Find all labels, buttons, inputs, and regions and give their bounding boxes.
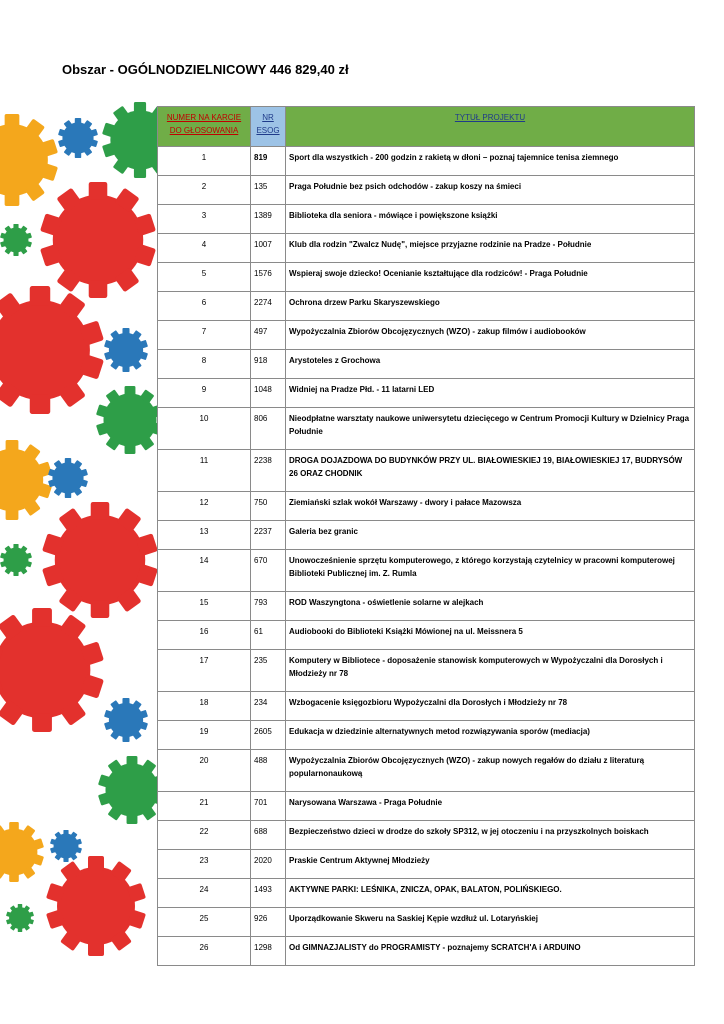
voting-number-cell: 20 [158, 750, 251, 792]
table-row [158, 550, 695, 592]
esog-number-cell: 670 [251, 550, 286, 592]
esog-number-cell: 1048 [251, 379, 286, 408]
project-title-cell: Unowocześnienie sprzętu komputerowego, z którego korzystają czytelnicy w pracowni komputerowej Biblioteki Publicznej im. Z. Rumla [286, 550, 695, 592]
table-row [158, 750, 695, 792]
project-title-cell: Wzbogacenie księgozbioru Wypożyczalni dla Dorosłych i Młodzieży nr 78 [286, 692, 695, 721]
voting-number-cell: 6 [158, 292, 251, 321]
voting-number-cell: 7 [158, 321, 251, 350]
table-row [158, 521, 695, 550]
esog-number-cell: 61 [251, 621, 286, 650]
voting-number-cell: 22 [158, 821, 251, 850]
table-row [158, 850, 695, 879]
voting-number-cell: 1 [158, 147, 251, 176]
voting-number-cell: 8 [158, 350, 251, 379]
esog-number-cell: 806 [251, 408, 286, 450]
voting-number-cell: 5 [158, 263, 251, 292]
project-title-cell: Wypożyczalnia Zbiorów Obcojęzycznych (WZO) - zakup filmów i audiobooków [286, 321, 695, 350]
esog-number-cell: 926 [251, 908, 286, 937]
project-title-cell: AKTYWNE PARKI: LEŚNIKA, ZNICZA, OPAK, BALATON, POLIŃSKIEGO. [286, 879, 695, 908]
esog-number-cell: 688 [251, 821, 286, 850]
column-header-project-title: TYTUŁ PROJEKTU [286, 107, 695, 147]
esog-number-cell: 1007 [251, 234, 286, 263]
table-row [158, 937, 695, 966]
table-row [158, 350, 695, 379]
esog-number-cell: 819 [251, 147, 286, 176]
esog-number-cell: 1493 [251, 879, 286, 908]
table-row [158, 292, 695, 321]
voting-number-cell: 15 [158, 592, 251, 621]
project-title-cell: Audiobooki do Biblioteki Książki Mówionej na ul. Meissnera 5 [286, 621, 695, 650]
esog-number-cell: 1576 [251, 263, 286, 292]
table-row [158, 205, 695, 234]
esog-number-cell: 2020 [251, 850, 286, 879]
table-row [158, 692, 695, 721]
project-title-cell: Ziemiański szlak wokół Warszawy - dwory i pałace Mazowsza [286, 492, 695, 521]
table-row [158, 621, 695, 650]
esog-number-cell: 1298 [251, 937, 286, 966]
voting-number-cell: 13 [158, 521, 251, 550]
voting-number-cell: 3 [158, 205, 251, 234]
voting-number-cell: 14 [158, 550, 251, 592]
voting-number-cell: 26 [158, 937, 251, 966]
esog-number-cell: 235 [251, 650, 286, 692]
esog-number-cell: 1389 [251, 205, 286, 234]
project-title-cell: Galeria bez granic [286, 521, 695, 550]
page-title: Obszar - OGÓLNODZIELNICOWY 446 829,40 zł [62, 62, 349, 77]
table-row [158, 147, 695, 176]
esog-number-cell: 2274 [251, 292, 286, 321]
table-row [158, 408, 695, 450]
project-title-cell: Praskie Centrum Aktywnej Młodzieży [286, 850, 695, 879]
project-title-cell: Biblioteka dla seniora - mówiące i powiększone książki [286, 205, 695, 234]
voting-number-cell: 11 [158, 450, 251, 492]
project-title-cell: Nieodpłatne warsztaty naukowe uniwersytetu dziecięcego w Centrum Promocji Kultury w Dzielnicy Praga Południe [286, 408, 695, 450]
table-row [158, 450, 695, 492]
table-row [158, 650, 695, 692]
project-title-cell: Narysowana Warszawa - Praga Południe [286, 792, 695, 821]
esog-number-cell: 793 [251, 592, 286, 621]
esog-number-cell: 488 [251, 750, 286, 792]
voting-number-cell: 12 [158, 492, 251, 521]
project-title-cell: Edukacja w dziedzinie alternatywnych metod rozwiązywania sporów (mediacja) [286, 721, 695, 750]
esog-number-cell: 2605 [251, 721, 286, 750]
voting-number-cell: 23 [158, 850, 251, 879]
project-title-cell: Widniej na Pradze Płd. - 11 latarni LED [286, 379, 695, 408]
project-title-cell: Praga Południe bez psich odchodów - zakup koszy na śmieci [286, 176, 695, 205]
table-row [158, 879, 695, 908]
voting-number-cell: 17 [158, 650, 251, 692]
table-row [158, 234, 695, 263]
esog-number-cell: 918 [251, 350, 286, 379]
projects-table [157, 106, 695, 966]
esog-number-cell: 497 [251, 321, 286, 350]
project-title-cell: Komputery w Bibliotece - doposażenie stanowisk komputerowych w Wypożyczalni dla Dorosłych i Młodzieży nr 78 [286, 650, 695, 692]
voting-number-cell: 18 [158, 692, 251, 721]
project-title-cell: Klub dla rodzin "Zwalcz Nudę", miejsce przyjazne rodzinie na Pradze - Południe [286, 234, 695, 263]
voting-number-cell: 4 [158, 234, 251, 263]
column-header-voting-number: NUMER NA KARCIE DO GŁOSOWANIA [158, 107, 251, 147]
esog-number-cell: 2237 [251, 521, 286, 550]
project-title-cell: Wypożyczalnia Zbiorów Obcojęzycznych (WZO) - zakup nowych regałów do działu z literaturą popularnonaukową [286, 750, 695, 792]
column-header-esog-number: NR ESOG [251, 107, 286, 147]
voting-number-cell: 19 [158, 721, 251, 750]
voting-number-cell: 25 [158, 908, 251, 937]
esog-number-cell: 750 [251, 492, 286, 521]
project-title-cell: Wspieraj swoje dziecko! Ocenianie kształtujące dla rodziców! - Praga Południe [286, 263, 695, 292]
esog-number-cell: 135 [251, 176, 286, 205]
table-row [158, 908, 695, 937]
table-row [158, 263, 695, 292]
project-title-cell: DROGA DOJAZDOWA DO BUDYNKÓW PRZY UL. BIAŁOWIESKIEJ 19, BIAŁOWIESKIEJ 17, BUDRYSÓW 26 ORAZ CHODNIK [286, 450, 695, 492]
table-row [158, 821, 695, 850]
project-title-cell: Od GIMNAZJALISTY do PROGRAMISTY - poznajemy SCRATCH'A i ARDUINO [286, 937, 695, 966]
project-title-cell: Bezpieczeństwo dzieci w drodze do szkoły SP312, w jej otoczeniu i na przyszkolnych boiskach [286, 821, 695, 850]
table-row [158, 792, 695, 821]
table-row [158, 379, 695, 408]
voting-number-cell: 21 [158, 792, 251, 821]
gear-decoration [0, 100, 158, 962]
voting-number-cell: 24 [158, 879, 251, 908]
project-title-cell: Uporządkowanie Skweru na Saskiej Kępie wzdłuż ul. Lotaryńskiej [286, 908, 695, 937]
voting-number-cell: 2 [158, 176, 251, 205]
project-title-cell: Ochrona drzew Parku Skaryszewskiego [286, 292, 695, 321]
voting-number-cell: 16 [158, 621, 251, 650]
table-row [158, 176, 695, 205]
voting-number-cell: 10 [158, 408, 251, 450]
project-title-cell: Arystoteles z Grochowa [286, 350, 695, 379]
table-row [158, 492, 695, 521]
table-header-row [158, 107, 695, 147]
project-title-cell: Sport dla wszystkich - 200 godzin z rakietą w dłoni – poznaj tajemnice tenisa ziemnego [286, 147, 695, 176]
table-row [158, 721, 695, 750]
voting-number-cell: 9 [158, 379, 251, 408]
esog-number-cell: 234 [251, 692, 286, 721]
table-row [158, 592, 695, 621]
esog-number-cell: 701 [251, 792, 286, 821]
table-row [158, 321, 695, 350]
project-title-cell: ROD Waszyngtona - oświetlenie solarne w alejkach [286, 592, 695, 621]
esog-number-cell: 2238 [251, 450, 286, 492]
